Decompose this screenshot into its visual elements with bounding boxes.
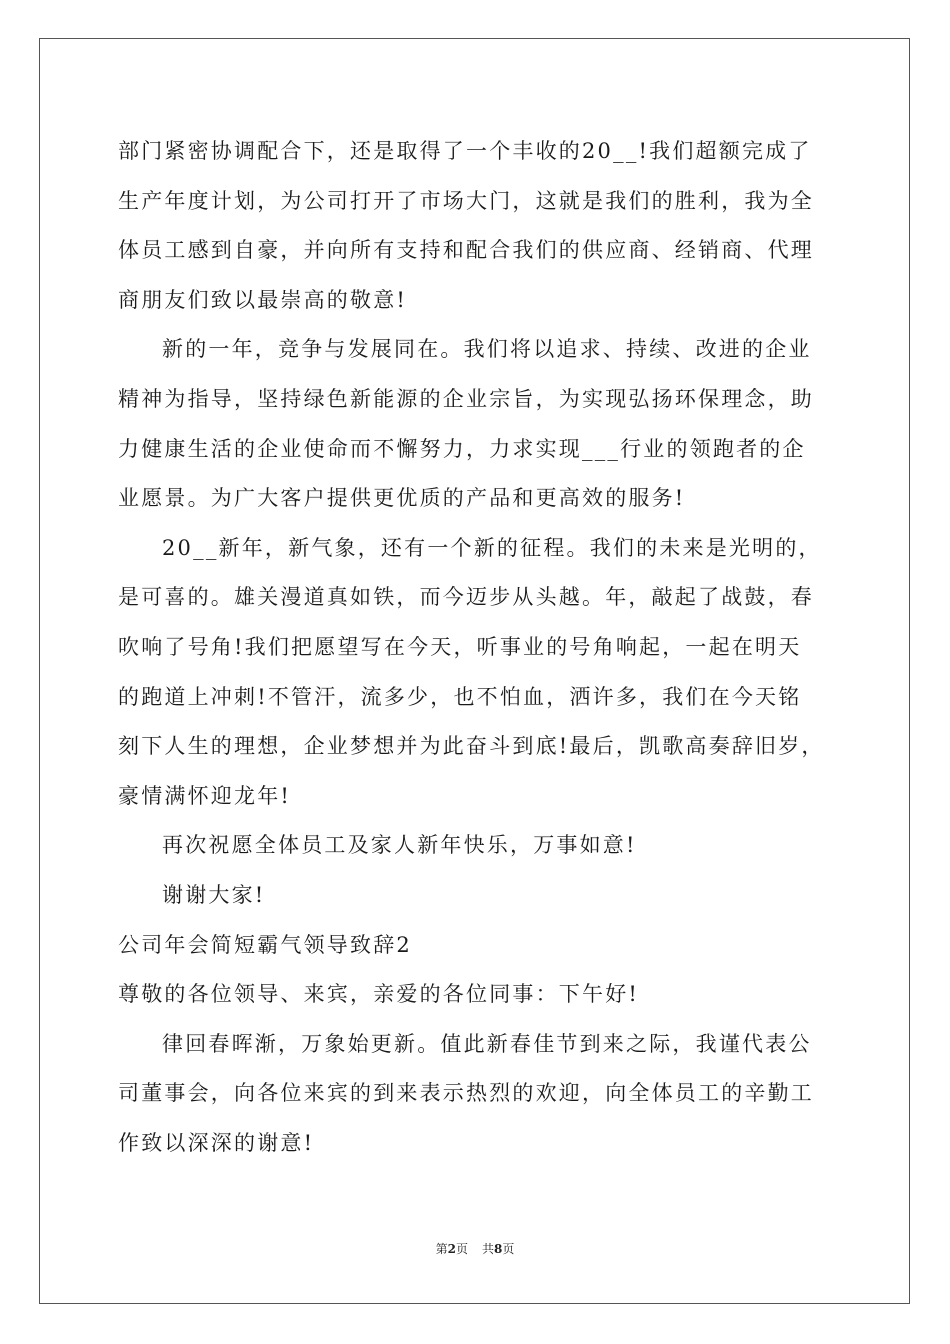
text-line: 商朋友们致以最崇高的敬意! bbox=[118, 287, 408, 312]
text-line: 律回春晖渐，万象始更新。值此新春佳节到来之际，我谨代表公 bbox=[162, 1031, 812, 1056]
text-line: 再次祝愿全体员工及家人新年快乐，万事如意! bbox=[162, 833, 637, 858]
text-line: 刻下人生的理想，企业梦想并为此奋斗到底!最后，凯歌高奏辞旧岁， bbox=[118, 734, 825, 759]
document-body bbox=[118, 127, 838, 1168]
text-line: 谢谢大家! bbox=[162, 882, 266, 907]
page-suffix: 页 bbox=[455, 1242, 468, 1256]
text-line: 是可喜的。雄关漫道真如铁，而今迈步从头越。年，敲起了战鼓，春 bbox=[118, 585, 814, 610]
section-heading: 公司年会简短霸气领导致辞2 bbox=[118, 932, 412, 957]
text-line: 20__新年，新气象，还有一个新的征程。我们的未来是光明的， bbox=[162, 535, 822, 560]
text-line: 作致以深深的谢意! bbox=[118, 1130, 315, 1155]
total-pages: 8 bbox=[494, 1242, 503, 1256]
text-line: 生产年度计划，为公司打开了市场大门，这就是我们的胜利，我为全 bbox=[118, 188, 814, 213]
text-line: 的跑道上冲刺!不管汗，流多少，也不怕血，洒许多，我们在今天铭 bbox=[118, 684, 802, 709]
text-line: 精神为指导，坚持绿色新能源的企业宗旨，为实现弘扬环保理念，助 bbox=[118, 386, 814, 411]
text-line: 业愿景。为广大客户提供更优质的产品和更高效的服务! bbox=[118, 486, 686, 511]
text-line: 力健康生活的企业使命而不懈努力，力求实现___行业的领跑者的企 bbox=[118, 436, 806, 461]
page-prefix: 第 bbox=[435, 1242, 448, 1256]
page-number: 2 bbox=[447, 1242, 456, 1256]
page-footer bbox=[0, 1240, 950, 1257]
text-line: 新的一年，竞争与发展同在。我们将以追求、持续、改进的企业 bbox=[162, 337, 812, 362]
salutation: 尊敬的各位领导、来宾，亲爱的各位同事：下午好! bbox=[118, 982, 640, 1007]
text-line: 部门紧密协调配合下，还是取得了一个丰收的20__!我们超额完成了 bbox=[118, 139, 812, 163]
text-line: 体员工感到自豪，并向所有支持和配合我们的供应商、经销商、代理 bbox=[118, 238, 814, 263]
text-line: 豪情满怀迎龙年! bbox=[118, 783, 292, 808]
text-line: 司董事会，向各位来宾的到来表示热烈的欢迎，向全体员工的辛勤工 bbox=[118, 1081, 814, 1106]
total-suffix: 页 bbox=[502, 1242, 515, 1256]
total-prefix: 共 bbox=[482, 1242, 495, 1256]
text-line: 吹响了号角!我们把愿望写在今天，听事业的号角响起，一起在明天 bbox=[118, 634, 802, 659]
